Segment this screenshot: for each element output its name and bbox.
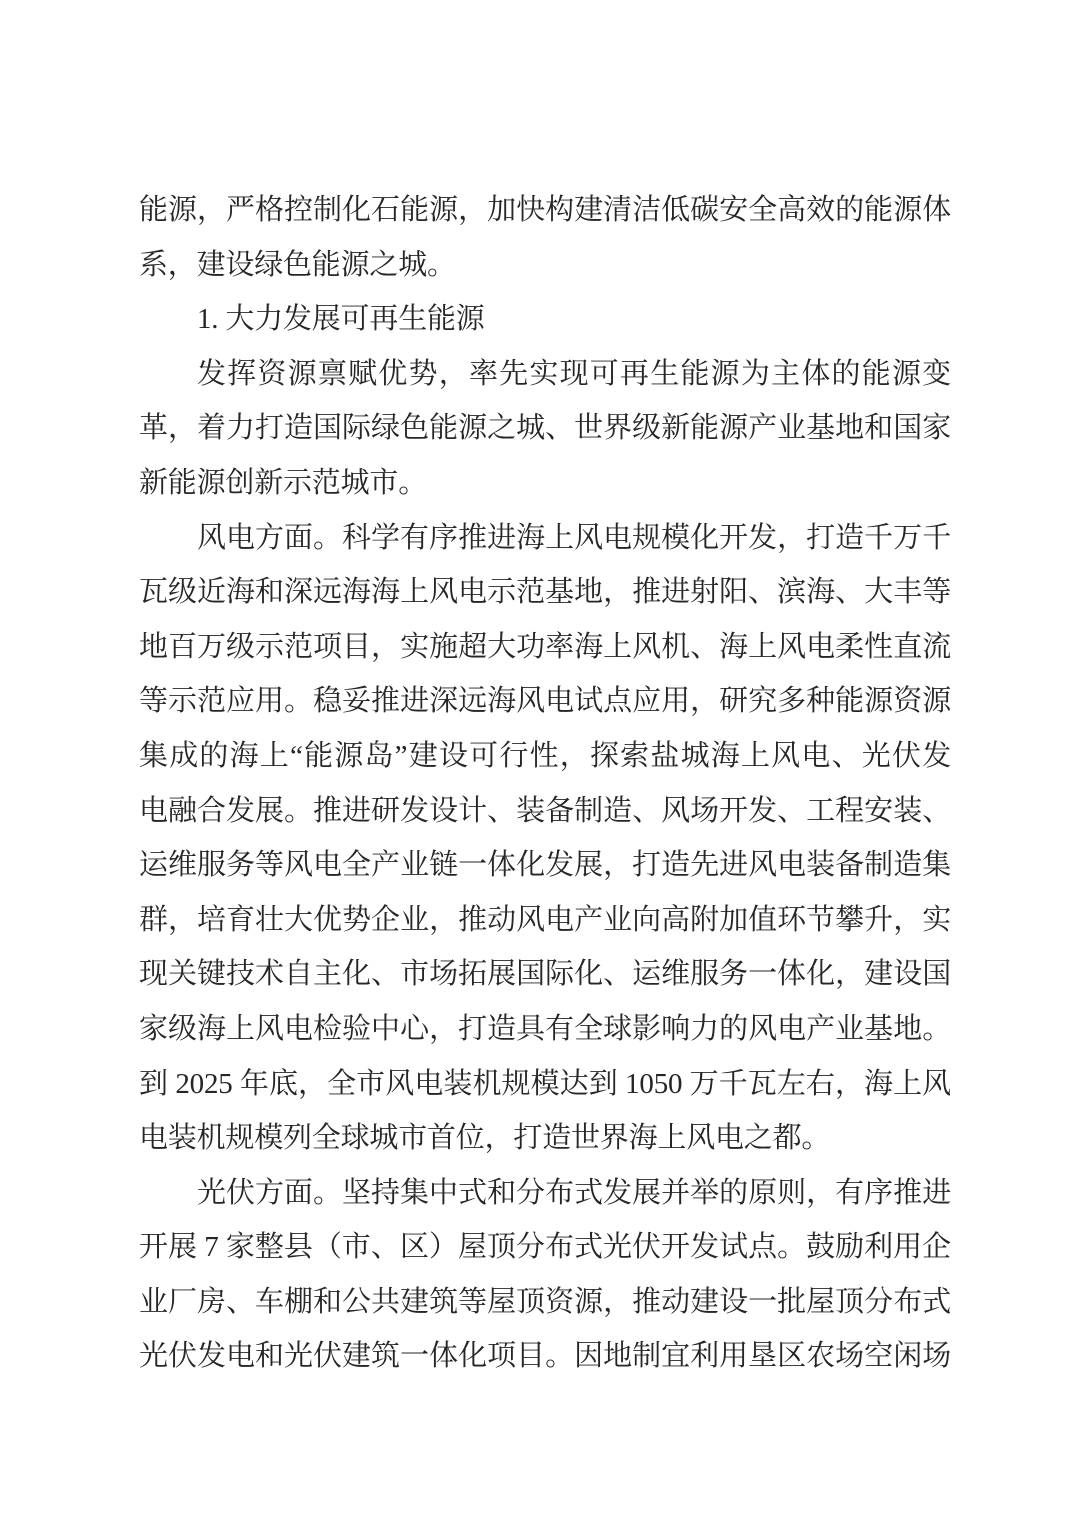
body-line: 群，培育壮大优势企业，推动风电产业向高附加值环节攀升，实 — [139, 903, 951, 936]
body-line: 现关键技术自主化、市场拓展国际化、运维服务一体化，建设国 — [139, 958, 951, 991]
body-line: 业厂房、车棚和公共建筑等屋顶资源，推动建设一批屋顶分布式 — [139, 1285, 951, 1318]
body-line: 电装机规模列全球城市首位，打造世界海上风电之都。 — [139, 1122, 831, 1155]
body-line: 电融合发展。推进研发设计、装备制造、风场开发、工程安装、 — [139, 794, 951, 827]
body-line: 家级海上风电检验中心，打造具有全球影响力的风电产业基地。 — [139, 1012, 951, 1045]
body-line: 发挥资源禀赋优势，率先实现可再生能源为主体的能源变 — [197, 357, 951, 390]
body-line: 能源，严格控制化石能源，加快构建清洁低碳安全高效的能源体 — [139, 194, 951, 226]
body-line: 新能源创新示范城市。 — [139, 466, 428, 499]
section-heading: 1. 大力发展可再生能源 — [197, 303, 485, 336]
body-line: 光伏发电和光伏建筑一体化项目。因地制宜利用垦区农场空闲场 — [139, 1340, 951, 1373]
body-line: 集成的海上“能源岛”建设可行性，探索盐城海上风电、光伏发 — [139, 739, 951, 772]
body-line: 开展 7 家整县（市、区）屋顶分布式光伏开发试点。鼓励利用企 — [139, 1231, 951, 1264]
body-line: 瓦级近海和深远海海上风电示范基地，推进射阳、滨海、大丰等 — [139, 576, 951, 609]
body-line: 系，建设绿色能源之城。 — [139, 248, 456, 281]
body-line: 革，着力打造国际绿色能源之城、世界级新能源产业基地和国家 — [139, 412, 951, 445]
document-body — [139, 183, 951, 1384]
body-line: 地百万级示范项目，实施超大功率海上风机、海上风电柔性直流 — [139, 630, 951, 663]
body-line: 运维服务等风电全产业链一体化发展，打造先进风电装备制造集 — [139, 849, 951, 882]
body-line: 等示范应用。稳妥推进深远海风电试点应用，研究多种能源资源 — [139, 685, 951, 718]
body-line: 光伏方面。坚持集中式和分布式发展并举的原则，有序推进 — [197, 1176, 951, 1209]
body-line: 风电方面。科学有序推进海上风电规模化开发，打造千万千 — [197, 521, 951, 554]
body-line: 到 2025 年底，全市风电装机规模达到 1050 万千瓦左右，海上风 — [139, 1067, 951, 1100]
